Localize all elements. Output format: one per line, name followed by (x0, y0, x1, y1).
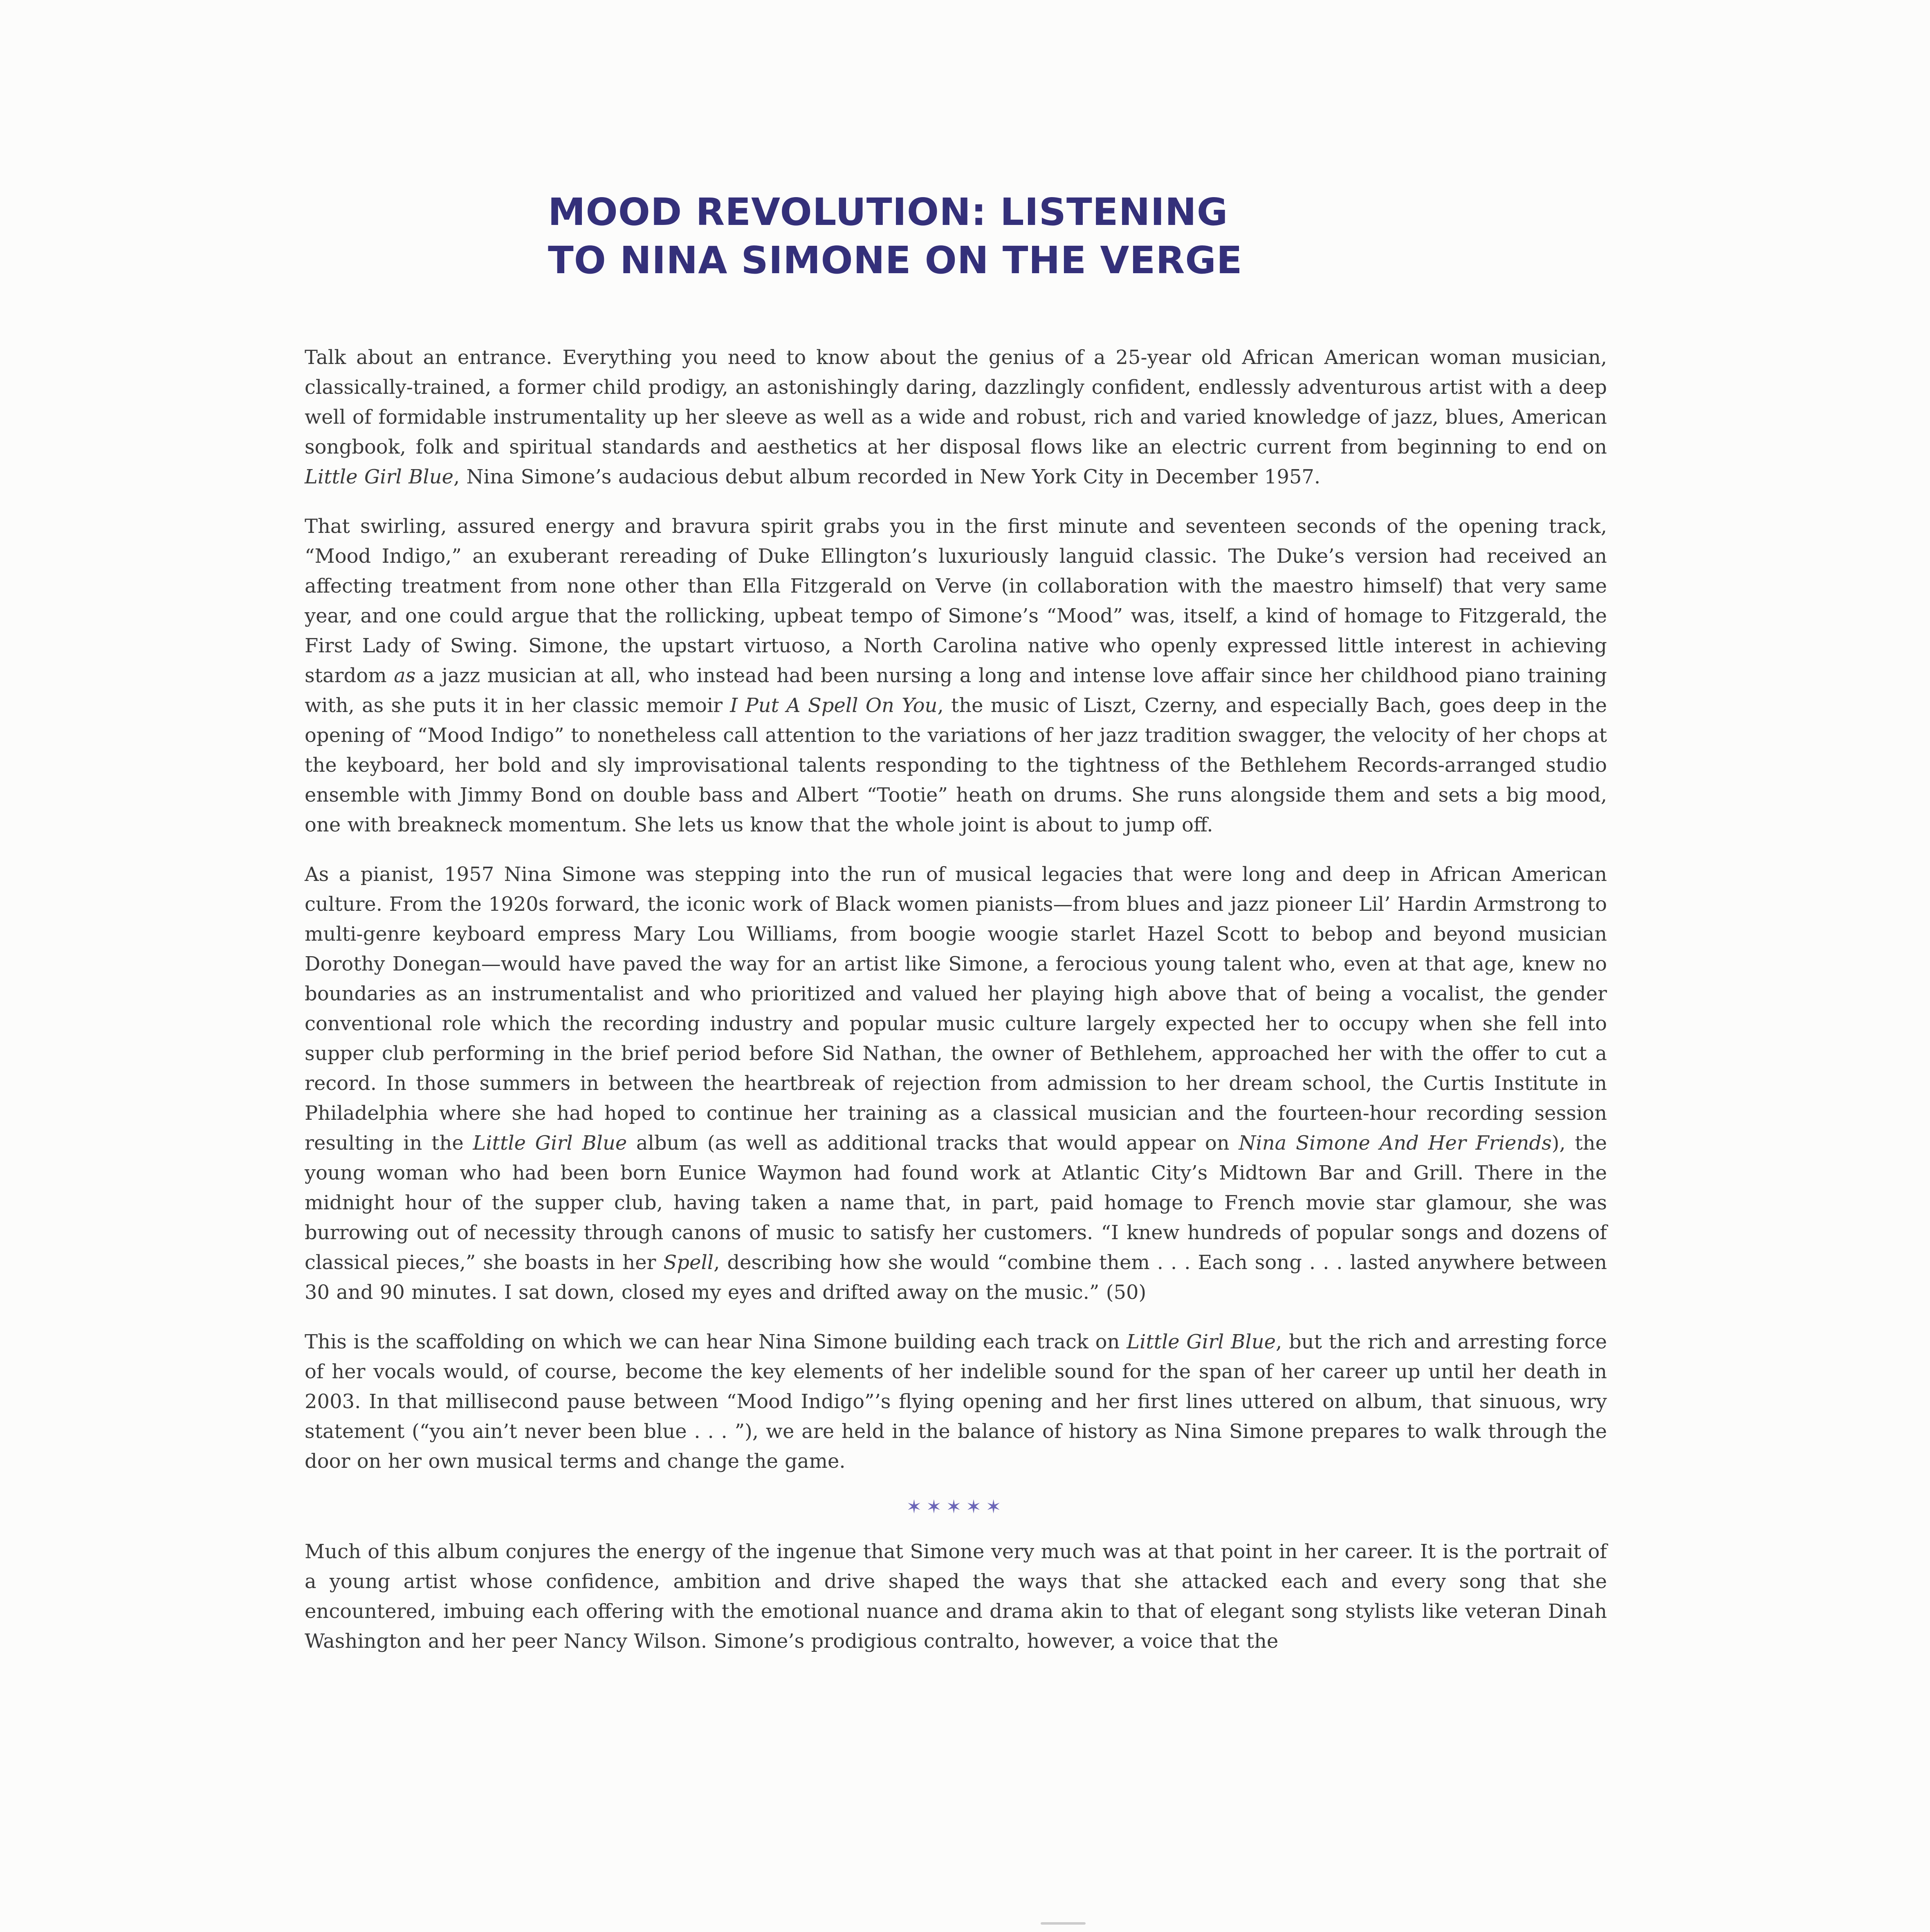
paragraph-4 (305, 1327, 1607, 1476)
paragraph-5 (305, 1537, 1607, 1656)
page-edge-mark (1041, 1922, 1086, 1925)
page-title (548, 188, 1366, 285)
memoir-title-italic: Spell (663, 1251, 714, 1274)
paragraph-2 (305, 512, 1607, 840)
album-title-italic: Nina Simone And Her Friends (1239, 1132, 1552, 1155)
paragraph-2-text-c: , the music of Liszt, Czerny, and especially Bach, goes deep in the opening of “Mood Indigo” to nonetheless call attention to the variations of her jazz tradition swagger, the velocity of her chops at the keyboard, her bold and sly improvisational talents responding to the tightness of the Bethlehem Records-arranged studio ensemble with Jimmy Bond on double bass and Albert “Tootie” heath on drums. She runs alongside them and sets a big mood, one with breakneck momentum. She lets us know that the whole joint is about to jump off. (305, 694, 1607, 836)
title-line-2: TO NINA SIMONE ON THE VERGE (548, 238, 1243, 282)
paragraph-3-text-b: album (as well as additional tracks that would appear on (627, 1132, 1239, 1155)
paragraph-3 (305, 860, 1607, 1307)
section-separator-stars: ✶✶✶✶✶ (906, 1496, 1005, 1518)
album-title-italic: Little Girl Blue (473, 1132, 627, 1155)
memoir-title-italic: I Put A Spell On You (730, 694, 938, 717)
paragraph-4-text-b: , but the rich and arresting force of her vocals would, of course, become the key elements of her indelible sound for the span of her career up until her death in 2003. In that millisecond pause between “Mood Indigo”’s flying opening and her first lines uttered on album, that sinuous, wry statement (“you ain’t never been blue . . . ”), we are held in the balance of history as Nina Simone prepares to walk through the door on her own musical terms and change the game. (305, 1330, 1607, 1473)
paragraph-3-text-a: As a pianist, 1957 Nina Simone was stepping into the run of musical legacies that were long and deep in African American culture. From the 1920s forward, the iconic work of Black women pianists—from blues and jazz pioneer Lil’ Hardin Armstrong to multi-genre keyboard empress Mary Lou Williams, from boogie woogie starlet Hazel Scott to bebop and beyond musician Dorothy Donegan—would have paved the way for an artist like Simone, a ferocious young talent who, even at that age, knew no boundaries as an instrumentalist and who prioritized and valued her playing high above that of being a vocalist, the gender conventional role which the recording industry and popular music culture largely expected her to occupy when she fell into supper club performing in the brief period before Sid Nathan, the owner of Bethlehem, approached her with the offer to cut a record. In those summers in between the heartbreak of rejection from admission to her dream school, the Curtis Institute in Philadelphia where she had hoped to continue her training as a classical musician and the fourteen-hour recording session resulting in the (305, 863, 1607, 1155)
paragraph-2-text-b: a jazz musician at all, who instead had been nursing a long and intense love affair since her childhood piano training with, as she puts it in her classic memoir (305, 664, 1607, 717)
title-line-1: MOOD REVOLUTION: LISTENING (548, 190, 1228, 234)
emphasis-italic: as (394, 664, 416, 687)
paragraph-3-text-c: ), the young woman who had been born Eunice Waymon had found work at Atlantic City’s Midtown Bar and Grill. There in the midnight hour of the supper club, having taken a name that, in part, paid homage to French movie star glamour, she was burrowing out of necessity through canons of music to satisfy her customers. “I knew hundreds of popular songs and dozens of classical pieces,” she boasts in her (305, 1132, 1607, 1274)
paragraph-4-text-a: This is the scaffolding on which we can hear Nina Simone building each track on (305, 1330, 1127, 1353)
paragraph-1-text-b: , Nina Simone’s audacious debut album recorded in New York City in December 1957. (453, 465, 1321, 488)
paragraph-1 (305, 343, 1607, 492)
paragraph-3-text-d: , describing how she would “combine them . . . Each song . . . lasted anywhere between 30 and 90 minutes. I sat down, closed my eyes and drifted away on the music.” (50) (305, 1251, 1607, 1304)
article-body (305, 343, 1607, 1676)
paragraph-2-text-a: That swirling, assured energy and bravura spirit grabs you in the first minute and seventeen seconds of the opening track, “Mood Indigo,” an exuberant rereading of Duke Ellington’s luxuriously languid classic. The Duke’s version had received an affecting treatment from none other than Ella Fitzgerald on Verve (in collaboration with the maestro himself) that very same year, and one could argue that the rollicking, upbeat tempo of Simone’s “Mood” was, itself, a kind of homage to Fitzgerald, the First Lady of Swing. Simone, the upstart virtuoso, a North Carolina native who openly expressed little interest in achieving stardom (305, 515, 1607, 687)
paragraph-1-text-a: Talk about an entrance. Everything you need to know about the genius of a 25-year old African American woman musician, classically-trained, a former child prodigy, an astonishingly daring, dazzlingly confident, endlessly adventurous artist with a deep well of formidable instrumentality up her sleeve as well as a wide and robust, rich and varied knowledge of jazz, blues, American songbook, folk and spiritual standards and aesthetics at her disposal flows like an electric current from beginning to end on (305, 346, 1607, 458)
album-title-italic: Little Girl Blue (305, 465, 454, 488)
album-title-italic: Little Girl Blue (1127, 1330, 1276, 1353)
paragraph-5-text-a: Much of this album conjures the energy of the ingenue that Simone very much was at that point in her career. It is the portrait of a young artist whose confidence, ambition and drive shaped the ways that she attacked each and every song that she encountered, imbuing each offering with the emotional nuance and drama akin to that of elegant song stylists like veteran Dinah Washington and her peer Nancy Wilson. Simone’s prodigious contralto, however, a voice that the (305, 1540, 1607, 1653)
